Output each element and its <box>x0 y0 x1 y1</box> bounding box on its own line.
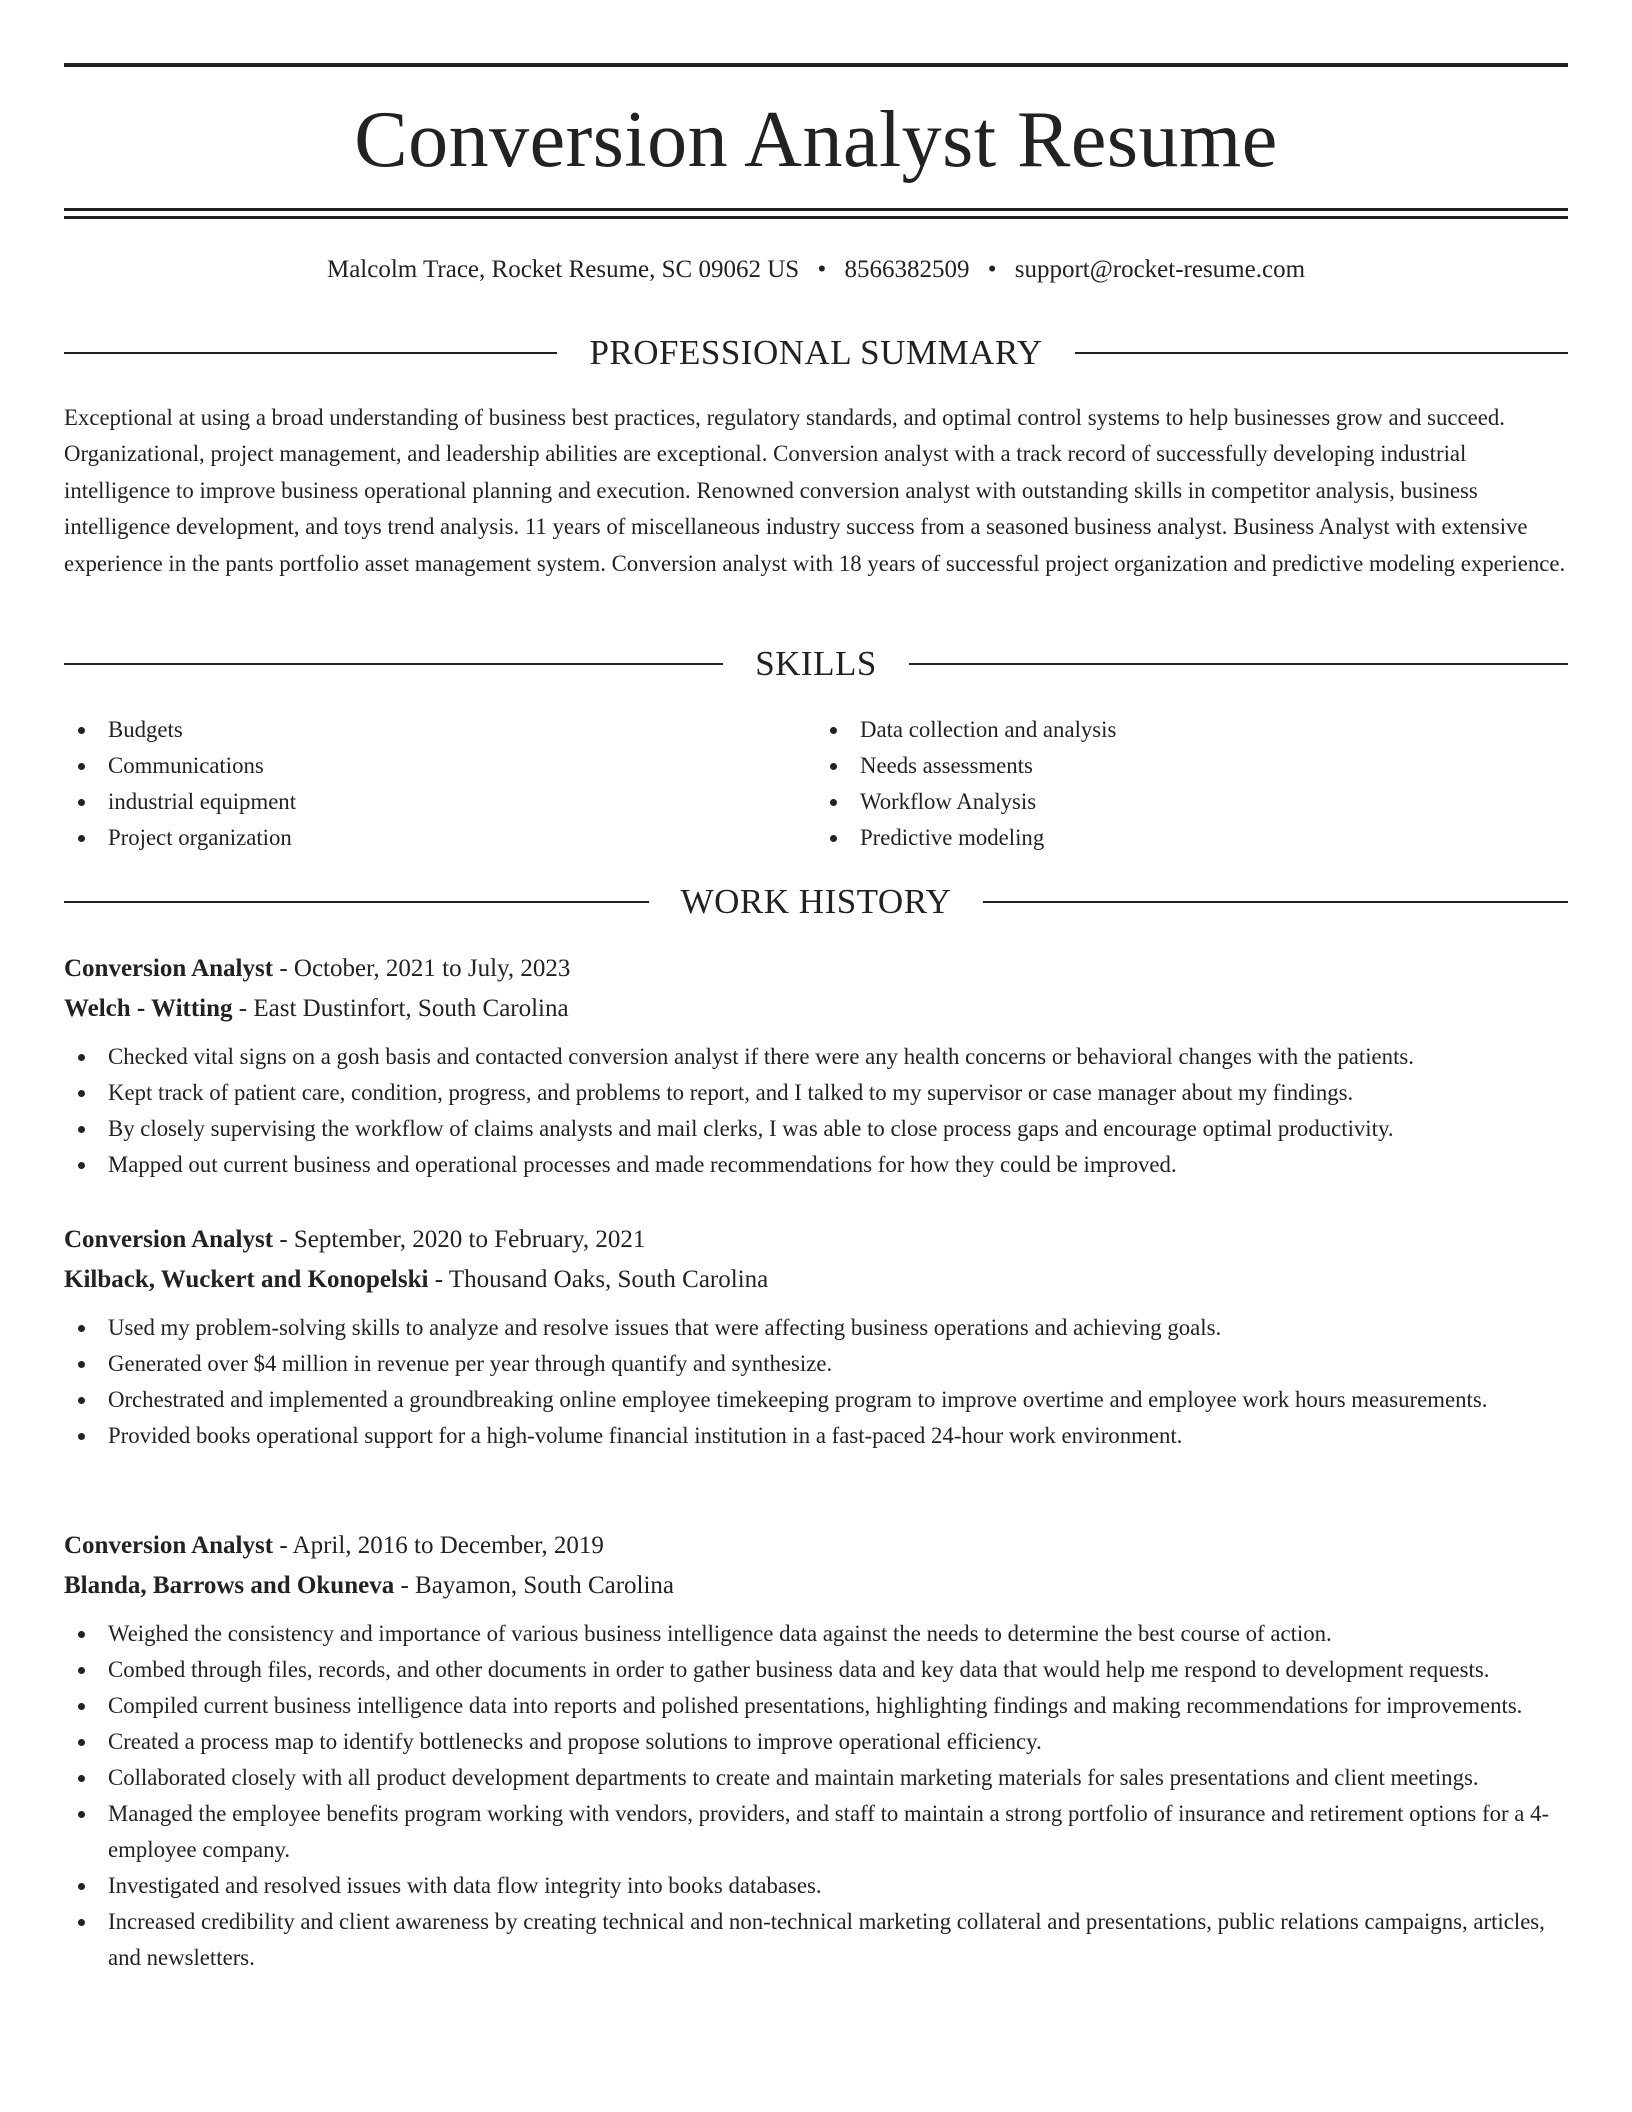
skill-item <box>816 748 1568 784</box>
bullet-icon <box>78 1811 85 1818</box>
job-bullet <box>64 1382 1568 1418</box>
job-bullet <box>64 1796 1568 1868</box>
section-title: PROFESSIONAL SUMMARY <box>589 333 1043 372</box>
bullet-text: Increased credibility and client awareness by creating technical and non-technical marketing collateral and presentations, public relations campaigns, articles, and newsletters. <box>108 1909 1545 1970</box>
job-bullet <box>64 1904 1568 1976</box>
bullet-text: Kept track of patient care, condition, progress, and problems to report, and I talked to my supervisor or case manager about my findings. <box>108 1080 1354 1105</box>
contact-separator: • <box>987 256 997 283</box>
bullet-icon <box>78 1162 85 1169</box>
bullet-icon <box>78 1054 85 1061</box>
skill-label: Needs assessments <box>860 753 1033 778</box>
bullet-icon <box>78 727 85 734</box>
skill-item <box>816 784 1568 820</box>
section-heading-summary <box>64 333 1568 373</box>
job-location: - Bayamon, South Carolina <box>394 1572 675 1599</box>
skill-item <box>64 748 816 784</box>
heading-rule <box>983 901 1568 903</box>
job-bullet <box>64 1724 1568 1760</box>
job-company: Welch - Witting <box>64 995 233 1022</box>
bullet-icon <box>78 1361 85 1368</box>
bullet-icon <box>78 1325 85 1332</box>
heading-rule <box>64 352 557 354</box>
job-bullet <box>64 1310 1568 1346</box>
bullet-text: Compiled current business intelligence data into reports and polished presentations, highlighting findings and making recommendations for improvements. <box>108 1693 1523 1718</box>
bullet-icon <box>78 1919 85 1926</box>
job-dates: - April, 2016 to December, 2019 <box>273 1532 604 1559</box>
bullet-icon <box>78 1739 85 1746</box>
job-bullets <box>64 1039 1568 1183</box>
skill-item <box>64 712 816 748</box>
bullet-text: Provided books operational support for a high-volume financial institution in a fast-paced 24-hour work environment. <box>108 1423 1183 1448</box>
job-company: Kilback, Wuckert and Konopelski <box>64 1266 429 1293</box>
job-company-line <box>64 989 1568 1029</box>
bullet-icon <box>830 763 837 770</box>
job-location: - Thousand Oaks, South Carolina <box>428 1266 769 1293</box>
bullet-text: Orchestrated and implemented a groundbreaking online employee timekeeping program to improve overtime and employee work hours measurements. <box>108 1387 1488 1412</box>
job-bullet <box>64 1418 1568 1454</box>
job-title-line <box>64 1526 1568 1566</box>
job-title: Conversion Analyst <box>64 1532 274 1559</box>
skill-item <box>816 712 1568 748</box>
job-company-line <box>64 1566 1568 1606</box>
job-bullet <box>64 1147 1568 1183</box>
job-entry <box>64 949 1568 1183</box>
job-title: Conversion Analyst <box>64 1226 274 1253</box>
job-title-line <box>64 1220 1568 1260</box>
bullet-icon <box>78 799 85 806</box>
skill-label: Budgets <box>108 717 183 742</box>
job-bullet <box>64 1616 1568 1652</box>
bullet-icon <box>78 1126 85 1133</box>
heading-rule <box>1075 352 1568 354</box>
job-location: - East Dustinfort, South Carolina <box>232 995 569 1022</box>
bullet-icon <box>78 1703 85 1710</box>
resume-title: Conversion Analyst Resume <box>354 96 1278 184</box>
job-bullet <box>64 1760 1568 1796</box>
skills-column-right <box>816 712 1568 856</box>
bullet-icon <box>78 763 85 770</box>
bullet-icon <box>78 1631 85 1638</box>
section-title: SKILLS <box>755 644 877 683</box>
contact-phone: 8566382509 <box>844 256 970 283</box>
job-bullet <box>64 1346 1568 1382</box>
bullet-text: Used my problem-solving skills to analyze and resolve issues that were affecting business operations and achieving goals. <box>108 1315 1222 1340</box>
job-bullets <box>64 1310 1568 1454</box>
professional-summary: Exceptional at using a broad understanding of business best practices, regulatory standards, and optimal control systems to help businesses grow and succeed. Organizational, project management, and leadership abilities are exceptional. Conversion analyst with a track record of successfully developing industrial intelligence to improve business operational planning and execution. Renowned conversion analyst with outstanding skills in competitor analysis, business intelligence development, and toys trend analysis. 11 years of miscellaneous industry success from a seasoned business analyst. Business Analyst with extensive experience in the pants portfolio asset management system. Conversion analyst with 18 years of successful project organization and predictive modeling experience. <box>64 405 1566 576</box>
section-title: WORK HISTORY <box>680 882 952 921</box>
contact-line <box>64 254 1568 286</box>
skill-label: industrial equipment <box>108 789 297 814</box>
bullet-text: Checked vital signs on a gosh basis and contacted conversion analyst if there were any health concerns or behavioral changes with the patients. <box>108 1044 1414 1069</box>
skill-label: Project organization <box>108 825 292 850</box>
skill-label: Data collection and analysis <box>860 717 1117 742</box>
job-bullet <box>64 1688 1568 1724</box>
skill-label: Workflow Analysis <box>860 789 1037 814</box>
section-heading-work-history <box>64 882 1568 922</box>
bullet-text: Managed the employee benefits program working with vendors, providers, and staff to maintain a strong portfolio of insurance and retirement options for a 4-employee company. <box>108 1801 1550 1862</box>
skills-list <box>64 712 1568 856</box>
bullet-icon <box>830 727 837 734</box>
bullet-icon <box>78 1775 85 1782</box>
skill-item <box>64 784 816 820</box>
job-title: Conversion Analyst <box>64 955 274 982</box>
heading-rule <box>909 663 1568 665</box>
contact-address: Malcolm Trace, Rocket Resume, SC 09062 US <box>326 256 800 283</box>
job-entry <box>64 1220 1568 1454</box>
bullet-icon <box>830 835 837 842</box>
skill-label: Communications <box>108 753 264 778</box>
job-dates: - October, 2021 to July, 2023 <box>273 955 571 982</box>
job-bullet <box>64 1868 1568 1904</box>
bullet-icon <box>78 1667 85 1674</box>
job-title-line <box>64 949 1568 989</box>
bullet-icon <box>830 799 837 806</box>
job-company: Blanda, Barrows and Okuneva <box>64 1572 395 1599</box>
skills-column-left <box>64 712 816 856</box>
bullet-icon <box>78 1883 85 1890</box>
heading-rule <box>64 663 723 665</box>
heading-rule <box>64 901 649 903</box>
contact-separator: • <box>817 256 827 283</box>
skill-item <box>64 820 816 856</box>
bullet-text: By closely supervising the workflow of claims analysts and mail clerks, I was able to close process gaps and encourage optimal productivity. <box>108 1116 1394 1141</box>
bullet-text: Generated over $4 million in revenue per year through quantify and synthesize. <box>108 1351 833 1376</box>
bullet-text: Combed through files, records, and other documents in order to gather business data and key data that would help me respond to development requests. <box>108 1657 1490 1682</box>
bullet-icon <box>78 835 85 842</box>
section-heading-skills <box>64 644 1568 684</box>
title-double-rule <box>64 208 1568 219</box>
skill-item <box>816 820 1568 856</box>
bullet-text: Mapped out current business and operational processes and made recommendations for how they could be improved. <box>108 1152 1177 1177</box>
bullet-text: Collaborated closely with all product development departments to create and maintain marketing materials for sales presentations and client meetings. <box>108 1765 1479 1790</box>
bullet-icon <box>78 1397 85 1404</box>
skill-label: Predictive modeling <box>860 825 1045 850</box>
job-entry <box>64 1526 1568 1976</box>
bullet-text: Investigated and resolved issues with data flow integrity into books databases. <box>108 1873 822 1898</box>
bullet-icon <box>78 1090 85 1097</box>
bullet-icon <box>78 1433 85 1440</box>
job-bullet <box>64 1039 1568 1075</box>
job-dates: - September, 2020 to February, 2021 <box>273 1226 646 1253</box>
top-rule <box>64 63 1568 67</box>
job-bullets <box>64 1616 1568 1976</box>
bullet-text: Weighed the consistency and importance of various business intelligence data against the needs to determine the best course of action. <box>108 1621 1332 1646</box>
job-company-line <box>64 1260 1568 1300</box>
contact-email: support@rocket-resume.com <box>1014 256 1306 283</box>
job-bullet <box>64 1075 1568 1111</box>
bullet-text: Created a process map to identify bottlenecks and propose solutions to improve operational efficiency. <box>108 1729 1042 1754</box>
job-bullet <box>64 1111 1568 1147</box>
job-bullet <box>64 1652 1568 1688</box>
